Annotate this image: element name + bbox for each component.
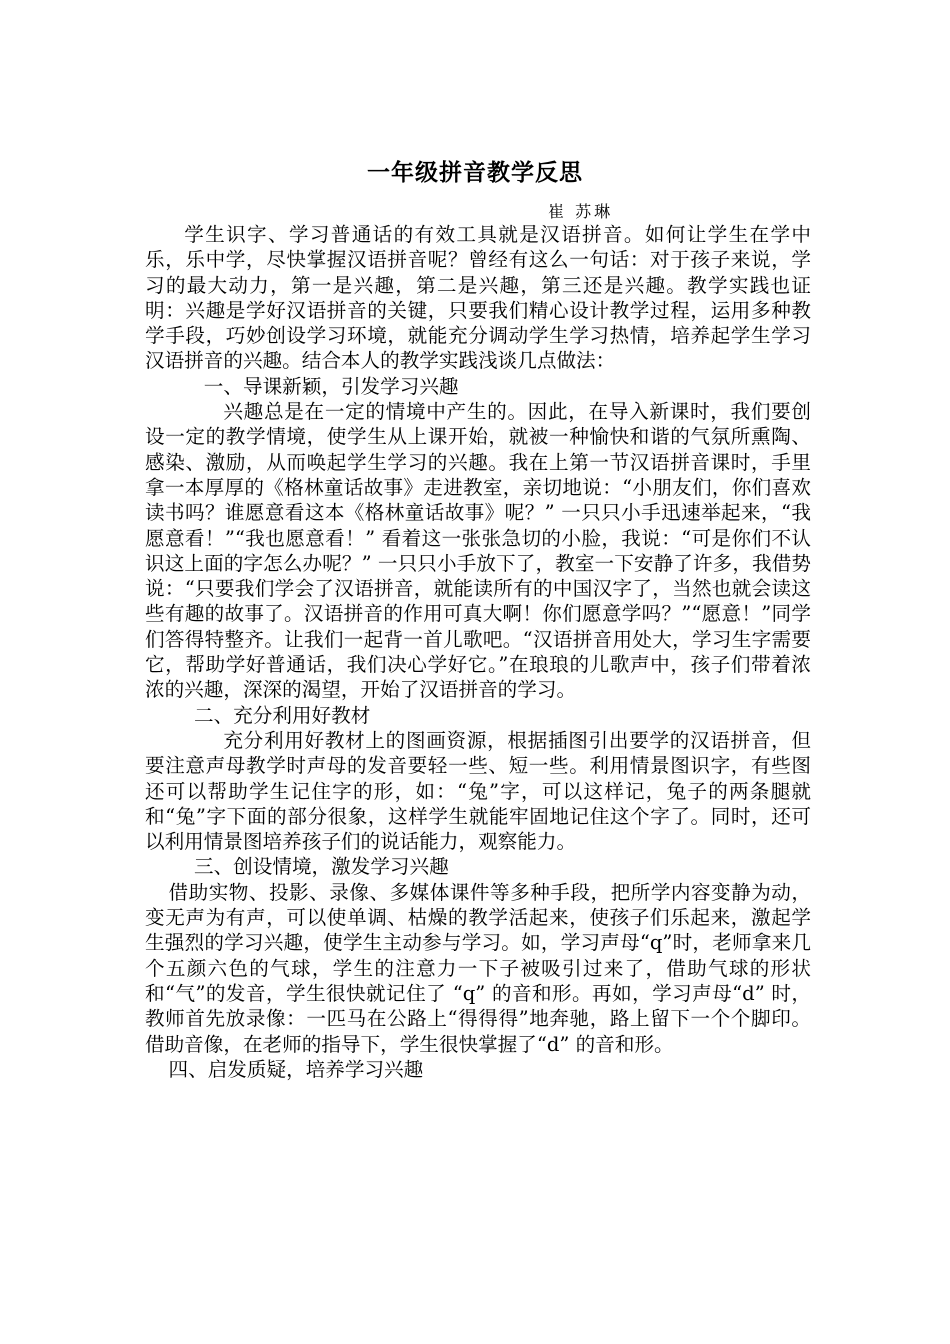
section-heading-3: 三、创设情境，激发学习兴趣 — [194, 855, 449, 879]
section-heading-2: 二、充分利用好教材 — [194, 703, 371, 727]
paragraph-section-3: 借助实物、投影、录像、多媒体课件等多种手段，把所学内容变静为动，变无声为有声，可以使单调、枯燥的教学活起来，使孩子们乐起来，激起学生强烈的学习兴趣，使学生主动参与学习。如，学习声母“q”时，老师拿来几个五颜六色的气球，学生的注意力一下子被吸引过来了，借助气球的形状和“气”的发音，学生很快就记住了 “q” 的音和形。再如，学习声母“d” 时，教师首先放录像：一匹马在公路上“得得得”地奔驰，路上留下一个个脚印。借助音像，在老师的指导下，学生很快掌握了“d” 的音和形。 — [145, 880, 811, 1056]
section-heading-4: 四、启发质疑，培养学习兴趣 — [168, 1057, 424, 1081]
section-heading-1: 一、导课新颖，引发学习兴趣 — [203, 374, 459, 398]
document-body — [145, 222, 811, 1082]
document-title: 一年级拼音教学反思 — [367, 160, 583, 186]
paragraph-section-2: 充分利用好教材上的图画资源，根据插图引出要学的汉语拼音，但要注意声母教学时声母的发音要轻一些、短一些。利用情景图识字，有些图还可以帮助学生记住字的形，如：“兔”字，可以这样记，兔子的两条腿就和“兔”字下面的部分很象，这样学生就能牢固地记住这个字了。同时，还可以利用情景图培养孩子们的说话能力，观察能力。 — [145, 728, 811, 854]
paragraph-section-1: 兴趣总是在一定的情境中产生的。因此，在导入新课时，我们要创设一定的教学情境，使学生从上课开始，就被一种愉快和谐的气氛所熏陶、感染、激励，从而唤起学生学习的兴趣。我在上第一节汉语拼音课时，手里拿一本厚厚的《格林童话故事》走进教室，亲切地说：“小朋友们，你们喜欢读书吗？谁愿意看这本《格林童话故事》呢？” 一只只小手迅速举起来，“我愿意看！”“我也愿意看！” 看着这一张张急切的小脸，我说：“可是你们不认识这上面的字怎么办呢？” 一只只小手放下了，教室一下安静了许多，我借势说：“只要我们学会了汉语拼音，就能读所有的中国汉字了，当然也就会读这些有趣的故事了。汉语拼音的作用可真大啊！你们愿意学吗？”“愿意！”同学们答得特整齐。让我们一起背一首儿歌吧。“汉语拼音用处大，学习生字需要它，帮助学好普通话，我们决心学好它。”在琅琅的儿歌声中，孩子们带着浓浓的兴趣，深深的渴望，开始了汉语拼音的学习。 — [145, 400, 811, 702]
author-name: 崔 苏琳 — [548, 202, 614, 221]
paragraph-intro: 学生识字、学习普通话的有效工具就是汉语拼音。如何让学生在学中乐，乐中学，尽快掌握汉语拼音呢？曾经有这么一句话：对于孩子来说，学习的最大动力，第一是兴趣，第二是兴趣，第三还是兴趣。教学实践也证明：兴趣是学好汉语拼音的关键，只要我们精心设计教学过程，运用多种教学手段，巧妙创设学习环境，就能充分调动学生学习热情，培养起学生学习汉语拼音的兴趣。结合本人的教学实践浅谈几点做法： — [145, 223, 811, 373]
